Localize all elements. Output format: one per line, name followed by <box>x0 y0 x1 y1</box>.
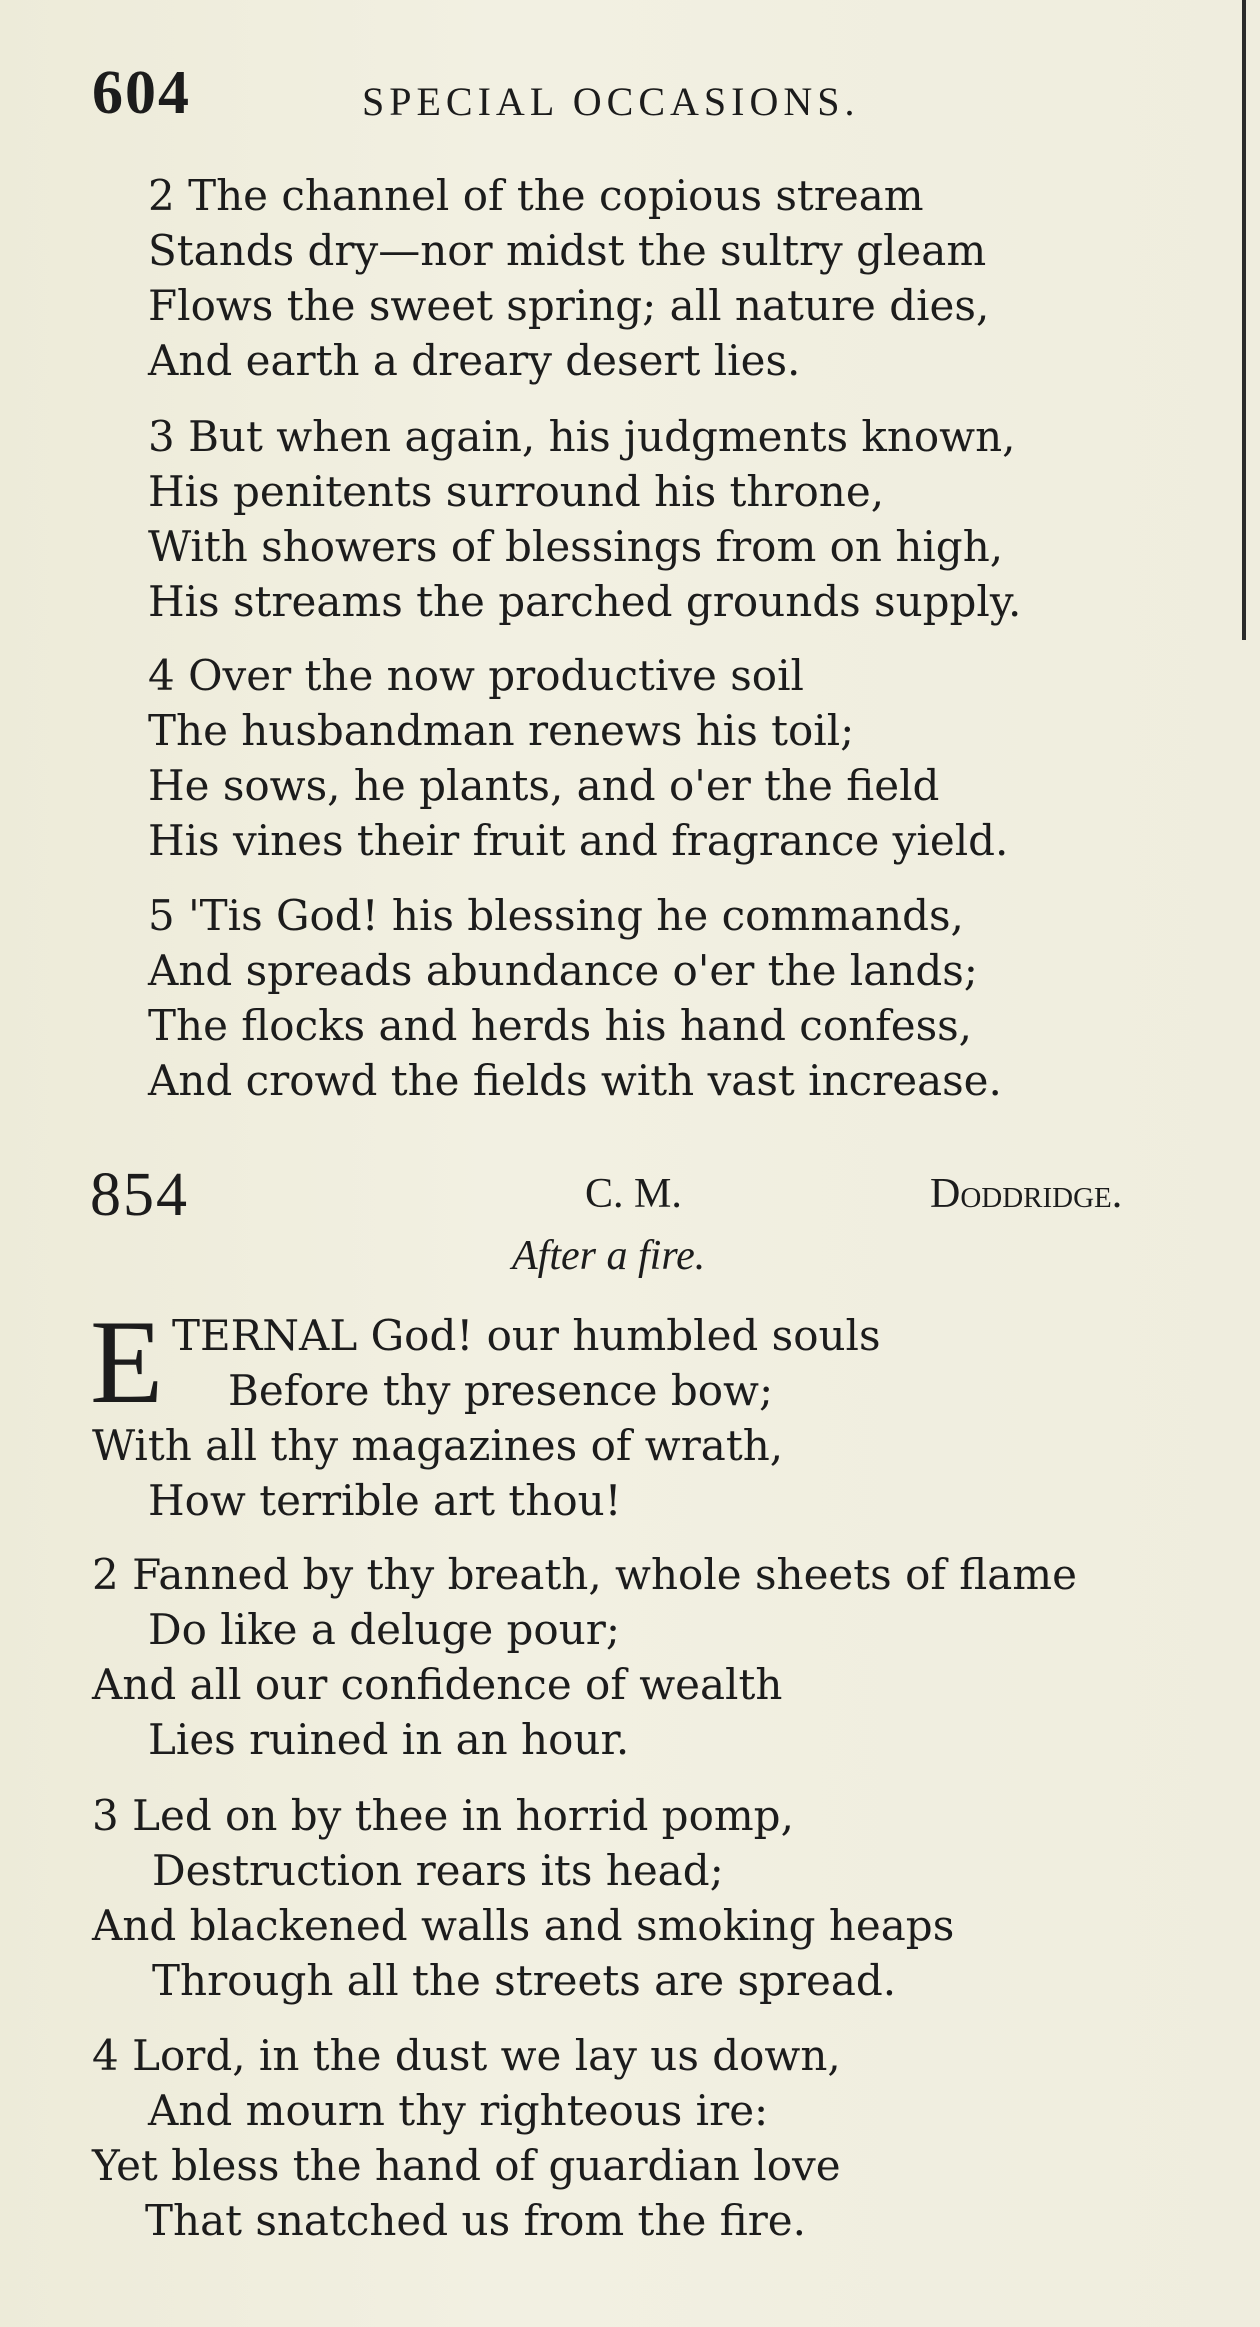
hymn-header <box>0 1160 1260 1240</box>
book-page: 604 SPECIAL OCCASIONS. 2 The channel of the copious stream Stands dry—nor midst the sultry gleam Flows the sweet spring; all nature dies, And earth a dreary desert lies. 3 But when again, his judgments known, His penitents surround his throne, With showers of blessings from on high, His streams the parched grounds supply. 4 Over the now productive soil The husbandman renews his toil; He sows, he plants, and o'er the field His vines their fruit and fragrance yield. 5 'Tis God! his blessing he commands, And spreads abundance o'er the lands; The flocks and herds his hand confess, And crowd the fields with vast increase. 854 C. M. Doddridge. After a fire. E TERNAL God! our humbled souls Before thy presence bow; With all thy magazines of wrath, How terrible art thou! 2 Fanned by thy breath, whole sheets of flame Do like a deluge pour; And all our confidence of wealth Lies ruined in an hour. 3 Led on by thee in horrid pomp, Destruction rears its head; And blackened walls and smoking heaps Through all the streets are spread. 4 Lord, in the dust we lay us down, And mourn thy righteous ire: Yet bless the hand of guardian love That snatched us from the fire. <box>0 0 1260 2327</box>
hymn-number: 854 <box>90 1161 189 1229</box>
hymn-author: Doddridge. <box>930 1171 1123 1217</box>
hymn-meter: C. M. <box>585 1171 682 1217</box>
page-edge-line <box>1242 0 1246 640</box>
hymn-subtitle: After a fire. <box>512 1233 706 1279</box>
page-number: 604 <box>92 59 191 127</box>
drop-cap: E <box>90 1295 164 1428</box>
running-head: SPECIAL OCCASIONS. <box>362 79 860 124</box>
